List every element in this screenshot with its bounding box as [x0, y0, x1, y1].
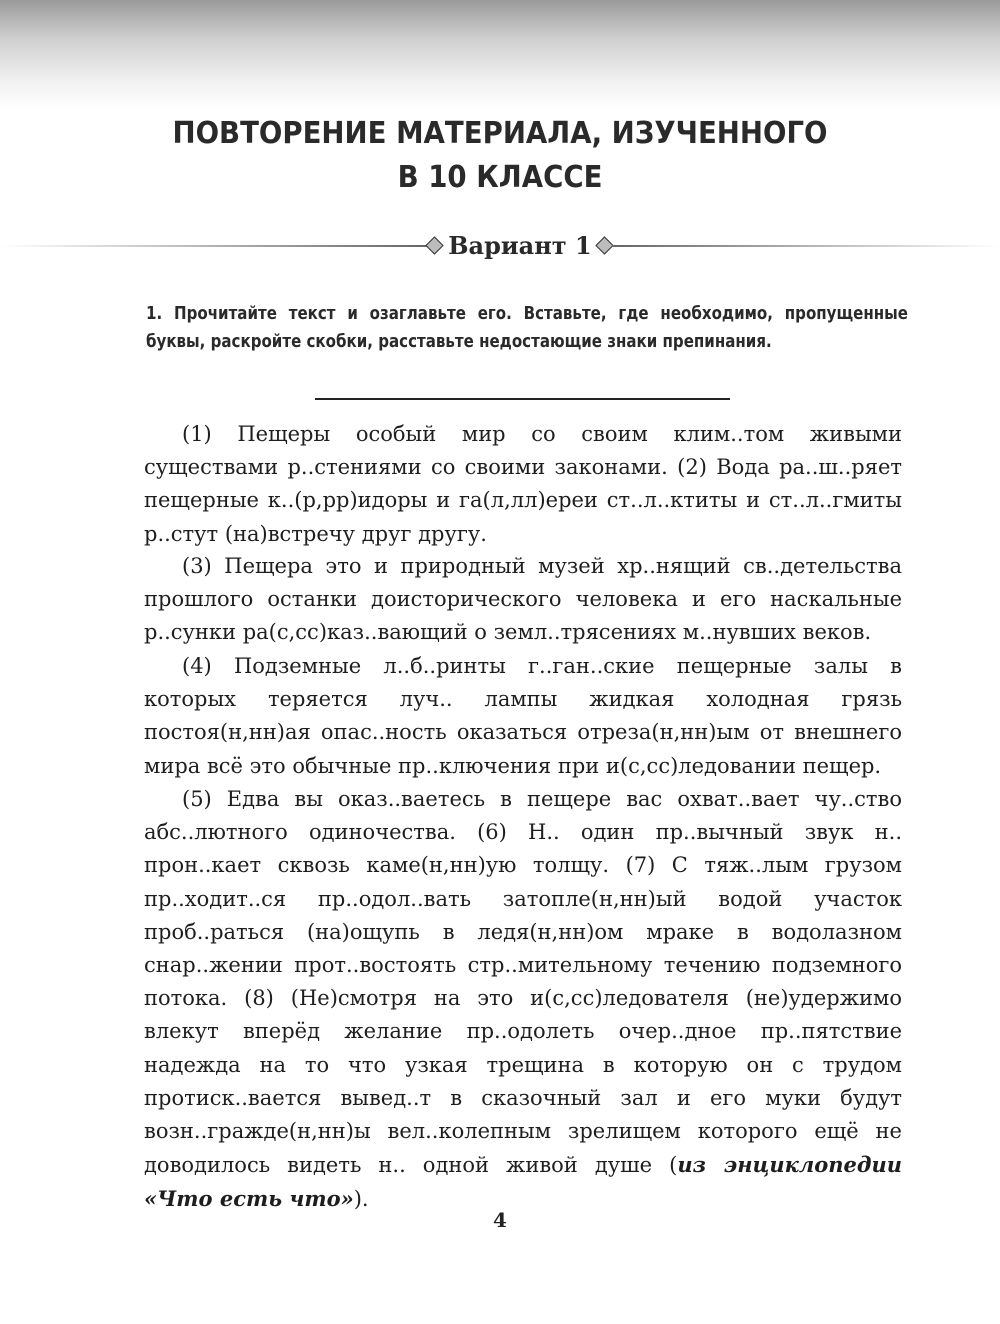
divider-right	[612, 245, 1000, 247]
text-paragraph-1	[144, 418, 902, 551]
diamond-ornament-icon	[425, 236, 443, 254]
text-paragraph-2	[144, 550, 902, 650]
task-instruction: 1. Прочитайте текст и озаглавьте его. Вставьте, где необходимо, пропущенные буквы, раскройте скобки, расставьте недостающие знаки препинания.	[146, 304, 908, 352]
paragraph-text: (4) Подземные л..б..ринты г..ган..ские пещерные залы в которых теряется луч.. лампы жидкая холодная грязь постоя(н,нн)ая опас..ность оказаться отреза(н,нн)ым от внешнего мира всё это обычные пр..ключения при и(с,сс)ледовании пещер.	[144, 654, 902, 778]
page-number: 4	[493, 1208, 507, 1232]
divider-left	[0, 245, 428, 247]
source-citation: из энциклопедии «Что есть что»	[144, 1152, 902, 1212]
paragraph-text: (5) Едва вы оказ..ваетесь в пещере вас охват..вает чу..ство абс..лютного одиночества. (6) Н.. один пр..вычный звук н.. прон..кает сквозь каме(н,нн)ую толщу. (7) С тяж..лым грузом пр..ходит..ся пр..одол..вать затопле(н,нн)ый водой участок проб..раться (на)ощупь в ледя(н,нн)ом мраке в водолазном снар..жении прот..востоять стр..мительному течению подземного потока. (8) (Не)смотря на это и(с,сс)ледователя (не)удержимо влекут вперёд желание пр..одолеть очер..дное пр..пятствие надежда на то что узкая трещина в которую он с трудом протиск..вается вывед..т в сказочный зал и его муки будут возн..гражде(н,нн)ы вел..колепным зрелищем которого ещё не доводилось видеть н.. одной живой душе	[144, 787, 902, 1178]
page-header-band	[0, 0, 1000, 110]
text-paragraph-3	[144, 650, 902, 783]
variant-label: Вариант 1	[448, 231, 592, 260]
title-line-2: В 10 КЛАССЕ	[397, 160, 603, 195]
page-title	[40, 112, 960, 200]
title-answer-line	[315, 398, 730, 400]
paragraph-text: (3) Пещера это и природный музей хр..нящий св..детельства прошлого останки доисторического человека и его наскальные р..сунки ра(с,сс)каз..вающий о земл..трясениях м..нувших веков.	[144, 554, 902, 645]
diamond-ornament-icon	[595, 236, 613, 254]
title-line-1: ПОВТОРЕНИЕ МАТЕРИАЛА, ИЗУЧЕННОГО	[172, 116, 828, 151]
source-close: ).	[353, 1187, 369, 1212]
variant-heading	[0, 226, 1000, 266]
paragraph-text: (1) Пещеры особый мир со своим клим..том живыми существами р..стениями со своими законами. (2) Вода ра..ш..ряет пещерные к..(р,рр)идоры и га(л,лл)ереи ст..л..ктиты и ст..л..гмиты р..стут (на)встречу друг другу.	[144, 422, 902, 546]
text-paragraph-4	[144, 783, 902, 1217]
source-open: (	[669, 1153, 678, 1178]
